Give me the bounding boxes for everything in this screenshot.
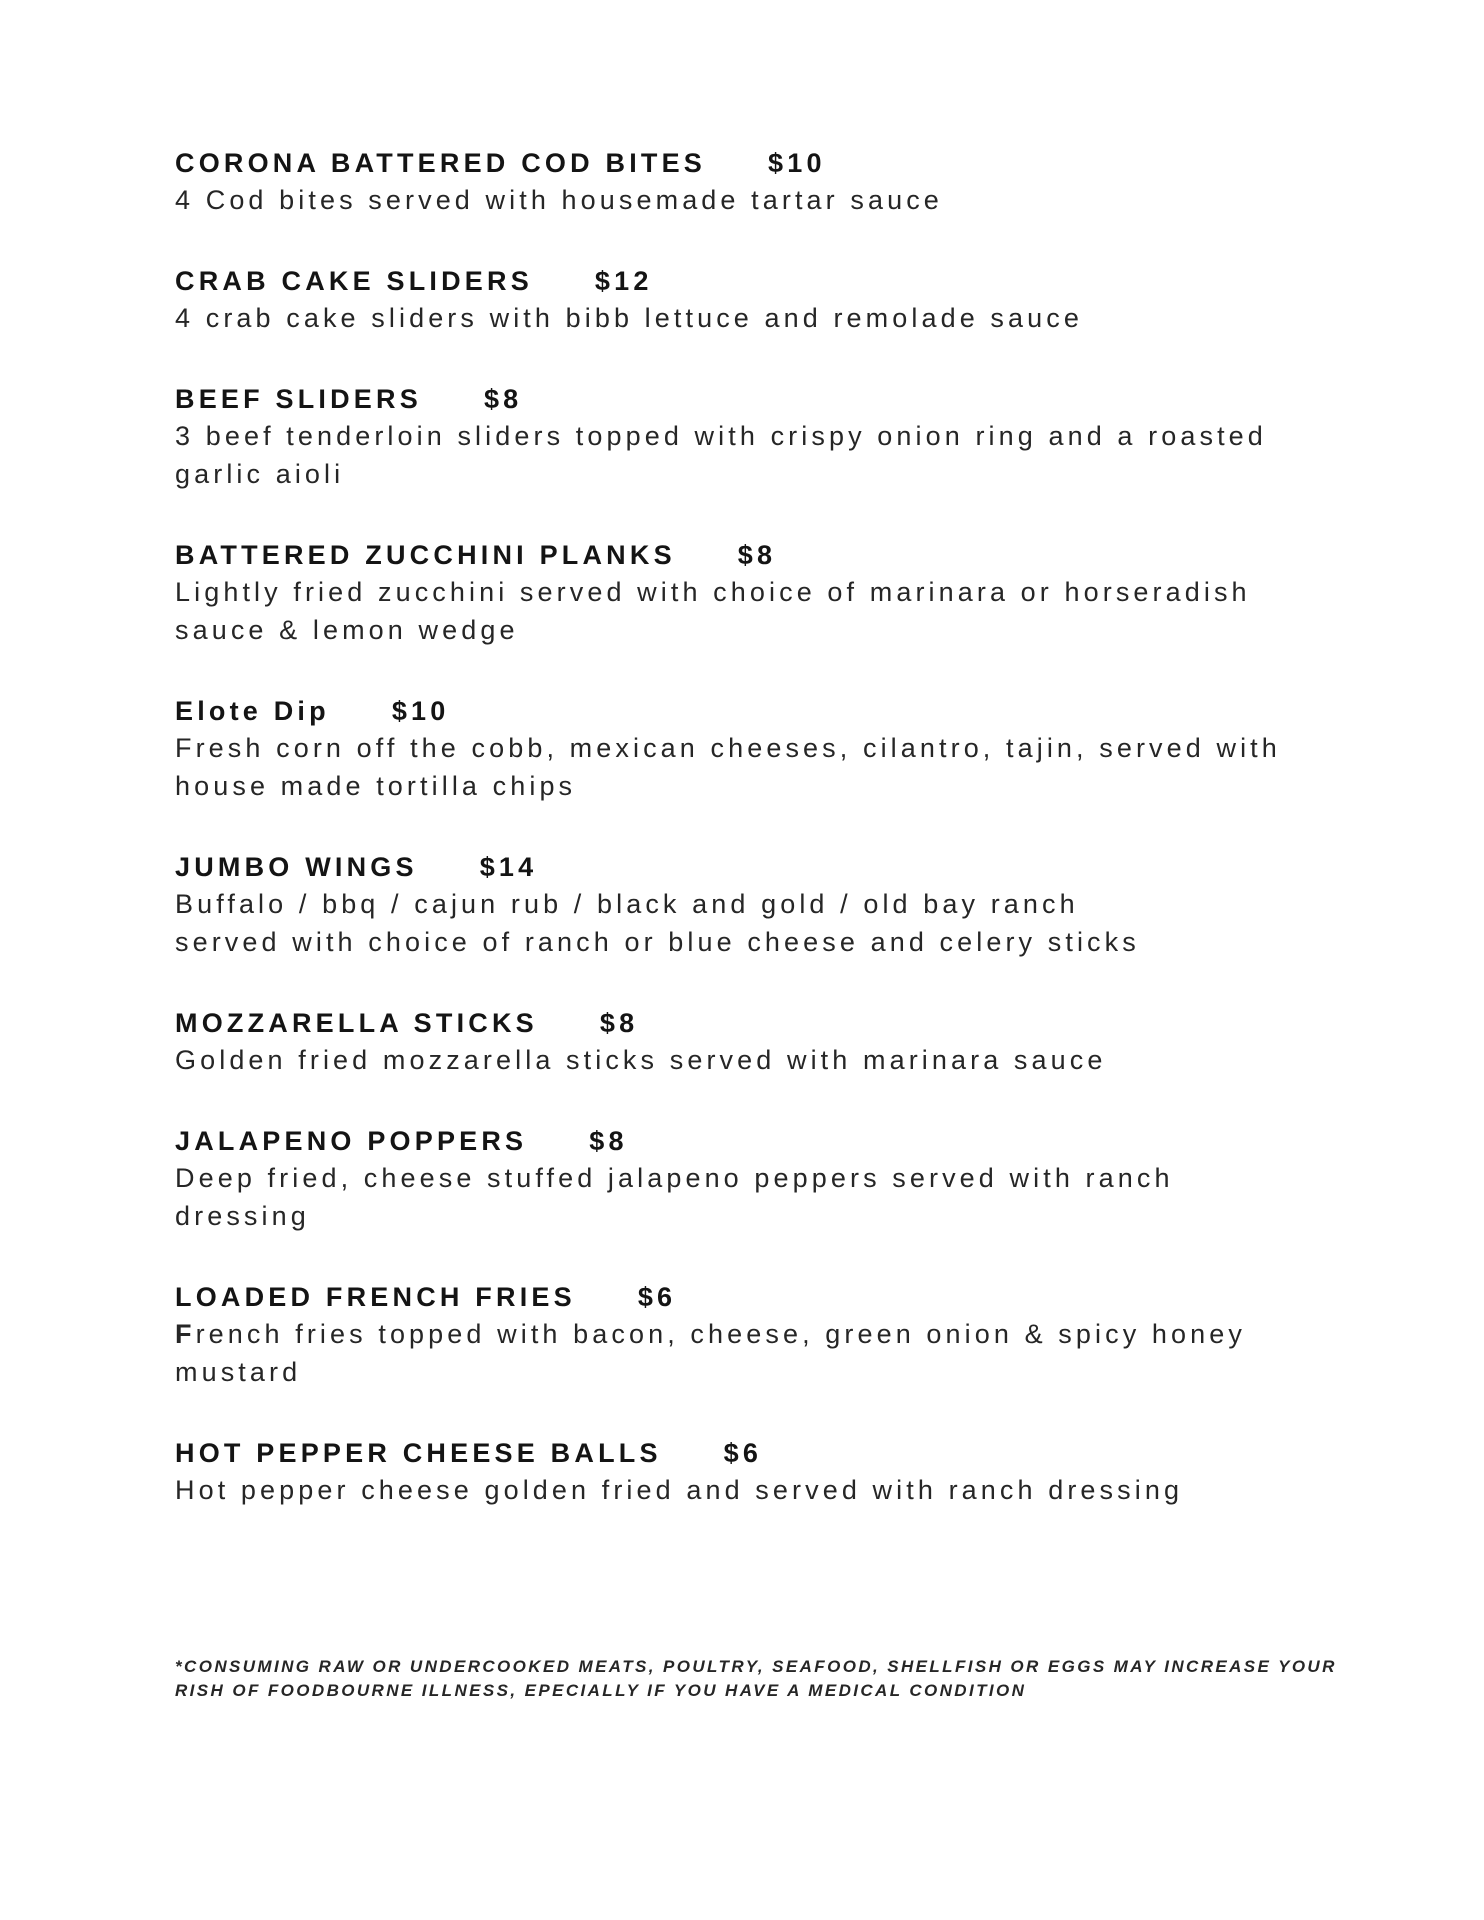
item-name: LOADED FRENCH FRIES — [175, 1282, 576, 1312]
item-heading — [175, 263, 1315, 299]
item-price: $12 — [594, 266, 653, 296]
item-description — [175, 1315, 1315, 1391]
item-heading — [175, 1279, 1315, 1315]
item-heading — [175, 381, 1315, 417]
description-text: rench fries topped with bacon, cheese, green onion & spicy honey — [195, 1319, 1246, 1349]
menu-item-loaded-french-fries — [175, 1279, 1315, 1391]
menu-page — [175, 145, 1315, 1553]
disclaimer-line: *CONSUMING RAW OR UNDERCOOKED MEATS, POULTRY, SEAFOOD, SHELLFISH OR EGGS MAY INCREASE YOUR — [175, 1657, 1337, 1676]
item-price: $10 — [768, 148, 826, 178]
item-description — [175, 729, 1315, 805]
description-line: 3 beef tenderloin sliders topped with crispy onion ring and a roasted — [175, 421, 1267, 451]
item-name: BATTERED ZUCCHINI PLANKS — [175, 540, 676, 570]
item-description — [175, 181, 1315, 219]
item-price: $8 — [599, 1008, 639, 1038]
item-description — [175, 885, 1315, 961]
item-heading — [175, 1123, 1315, 1159]
description-line: sauce & lemon wedge — [175, 615, 519, 645]
description-line: Lightly fried zucchini served with choice of marinara or horseradish — [175, 577, 1251, 607]
description-line: Buffalo / bbq / cajun rub / black and gold / old bay ranch — [175, 889, 1079, 919]
item-name: BEEF SLIDERS — [175, 384, 422, 414]
menu-item-jalapeno-poppers — [175, 1123, 1315, 1235]
item-price: $8 — [589, 1126, 628, 1156]
item-heading — [175, 849, 1315, 885]
item-description — [175, 1041, 1315, 1079]
disclaimer-line: RISH OF FOODBOURNE ILLNESS, EPECIALLY IF YOU HAVE A MEDICAL CONDITION — [175, 1681, 1027, 1700]
item-price: $10 — [391, 696, 450, 726]
item-description — [175, 1471, 1315, 1509]
menu-item-crab-cake-sliders — [175, 263, 1315, 337]
description-line: 4 crab cake sliders with bibb lettuce and remolade sauce — [175, 303, 1083, 333]
item-description — [175, 1159, 1315, 1235]
item-name: JALAPENO POPPERS — [175, 1126, 528, 1156]
menu-item-elote-dip — [175, 693, 1315, 805]
description-line: Hot pepper cheese golden fried and served with ranch dressing — [175, 1475, 1184, 1505]
item-name: JUMBO WINGS — [175, 852, 418, 882]
description-line: Golden fried mozzarella sticks served with marinara sauce — [175, 1045, 1107, 1075]
description-line: dressing — [175, 1201, 310, 1231]
menu-item-jumbo-wings — [175, 849, 1315, 961]
item-name: MOZZARELLA STICKS — [175, 1008, 538, 1038]
item-price: $8 — [483, 384, 523, 414]
menu-item-zucchini-planks — [175, 537, 1315, 649]
item-name: CRAB CAKE SLIDERS — [175, 266, 533, 296]
menu-item-hot-pepper-cheese-balls — [175, 1435, 1315, 1509]
food-safety-disclaimer — [175, 1655, 1337, 1703]
item-heading — [175, 537, 1315, 573]
item-description — [175, 299, 1315, 337]
description-line: house made tortilla chips — [175, 771, 577, 801]
item-price: $6 — [637, 1282, 677, 1312]
description-line: served with choice of ranch or blue cheese and celery sticks — [175, 927, 1140, 957]
item-name: Elote Dip — [175, 696, 330, 726]
item-heading — [175, 145, 1315, 181]
description-line: garlic aioli — [175, 459, 345, 489]
item-name: HOT PEPPER CHEESE BALLS — [175, 1438, 662, 1468]
item-price: $14 — [479, 852, 538, 882]
menu-item-beef-sliders — [175, 381, 1315, 493]
item-price: $8 — [737, 540, 777, 570]
description-line — [175, 1315, 1315, 1353]
item-heading — [175, 693, 1315, 729]
description-line: Fresh corn off the cobb, mexican cheeses, cilantro, tajin, served with — [175, 733, 1281, 763]
menu-item-mozzarella-sticks — [175, 1005, 1315, 1079]
item-name: CORONA BATTERED COD BITES — [175, 148, 707, 178]
item-description — [175, 573, 1315, 649]
item-price: $6 — [723, 1438, 763, 1468]
item-heading — [175, 1005, 1315, 1041]
description-line: Deep fried, cheese stuffed jalapeno peppers served with ranch — [175, 1163, 1174, 1193]
item-heading — [175, 1435, 1315, 1471]
description-line: mustard — [175, 1357, 302, 1387]
description-first-letter: F — [175, 1319, 196, 1349]
item-description — [175, 417, 1315, 493]
menu-item-cod-bites — [175, 145, 1315, 219]
description-line: 4 Cod bites served with housemade tartar sauce — [175, 185, 943, 215]
